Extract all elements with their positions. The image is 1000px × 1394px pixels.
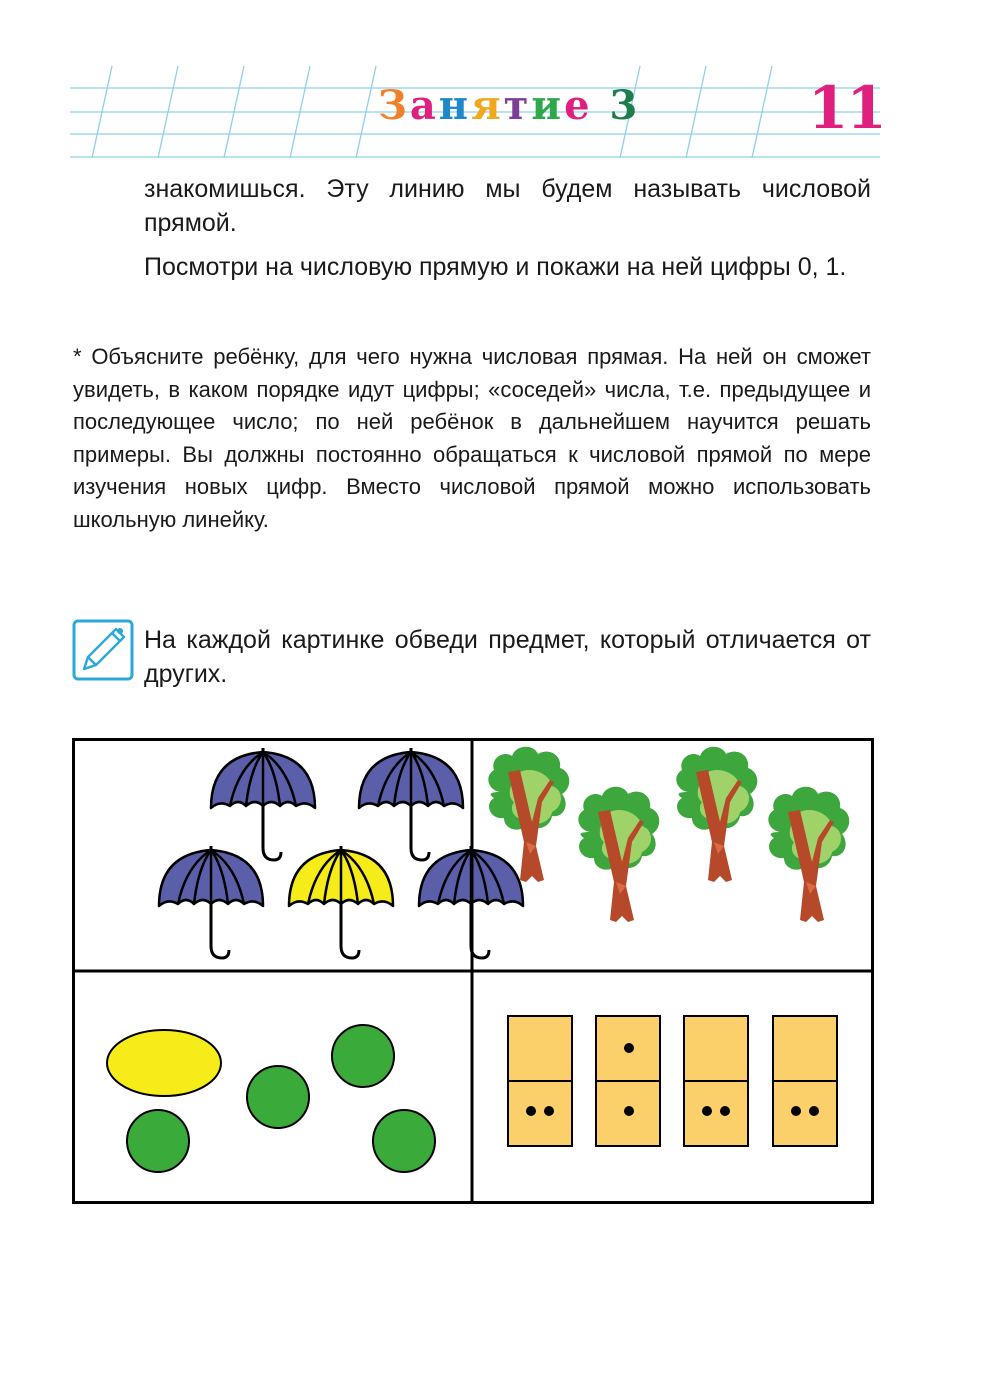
picture-grid	[72, 738, 874, 1204]
green-circle[interactable]	[373, 1110, 435, 1172]
parent-note: * Объясните ребёнку, для чего нужна числовая прямая. На ней он сможет увидеть, в каком порядке идут цифры; «соседей» числа, т.е. предыдущее и последующее число; по ней ребёнок в дальнейшем научится решать примеры. Вы должны постоянно обращаться к числовой прямой по мере изучения новых цифр. Вместо числовой прямой можно использовать школьную линейку.	[73, 344, 871, 532]
domino[interactable]	[684, 1016, 748, 1146]
lesson-title-letter: и	[531, 82, 565, 129]
lesson-title-letter: н	[438, 82, 472, 129]
lesson-title-letter: З	[378, 82, 410, 129]
paragraph-instruction: Посмотри на числовую прямую и покажи на ней цифры 0, 1.	[144, 253, 847, 281]
panel-shapes[interactable]	[107, 1025, 435, 1172]
panel-trees[interactable]	[488, 747, 849, 922]
lesson-title-letter: 3	[609, 82, 641, 129]
lesson-title-letter: т	[503, 82, 532, 129]
lesson-title-letter: я	[471, 82, 504, 129]
umbrella[interactable]	[159, 846, 263, 958]
pencil-task-icon	[72, 619, 134, 681]
task-text: На каждой картинке обведи предмет, который отличается от других.	[144, 626, 871, 688]
domino[interactable]	[508, 1016, 572, 1146]
umbrella[interactable]	[211, 748, 315, 860]
green-circle[interactable]	[332, 1025, 394, 1087]
lesson-title	[378, 82, 640, 129]
umbrella-odd-yellow[interactable]	[289, 846, 393, 958]
page-number: 11	[808, 74, 885, 142]
green-circle[interactable]	[247, 1066, 309, 1128]
tree[interactable]	[676, 747, 757, 882]
panel-umbrellas[interactable]	[159, 748, 523, 958]
umbrella[interactable]	[359, 748, 463, 860]
domino[interactable]	[773, 1016, 837, 1146]
domino-odd[interactable]	[596, 1016, 660, 1146]
yellow-oval[interactable]	[107, 1030, 221, 1096]
panel-dominoes[interactable]	[508, 1016, 837, 1146]
tree[interactable]	[768, 787, 849, 922]
green-circle[interactable]	[127, 1110, 189, 1172]
paragraph-intro: знакомишься. Эту линию мы будем называть числовой прямой.	[144, 175, 871, 237]
tree[interactable]	[578, 787, 659, 922]
lesson-title-letter	[593, 82, 610, 129]
lesson-title-letter: а	[409, 82, 439, 129]
lesson-title-letter: е	[564, 82, 593, 129]
